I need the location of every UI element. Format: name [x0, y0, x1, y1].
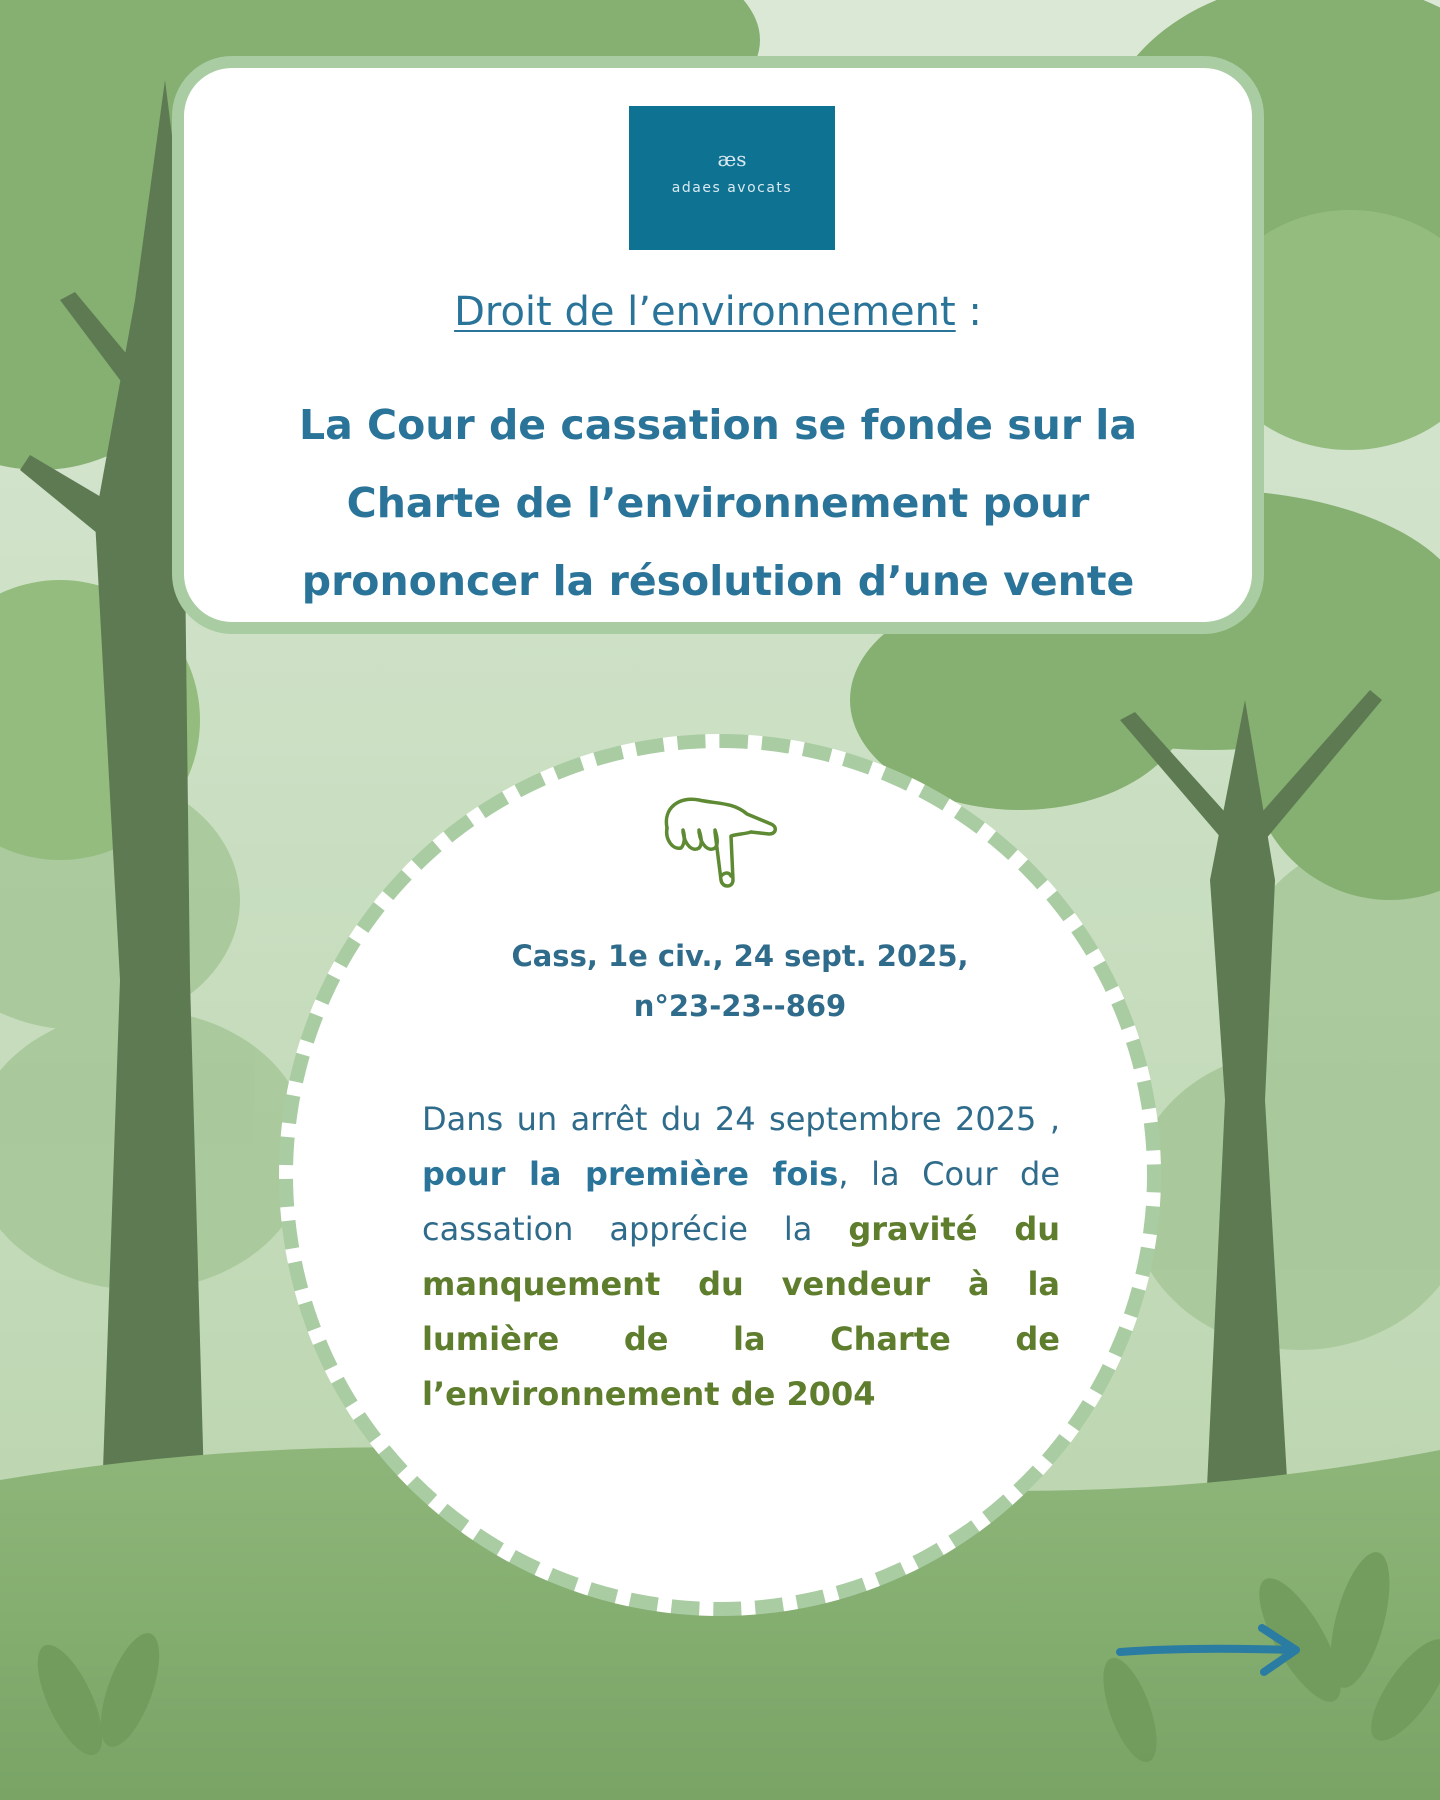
headline-line: Charte de l’environnement pour — [346, 479, 1090, 527]
headline — [234, 386, 1202, 620]
category-separator: : — [955, 289, 982, 335]
case-summary-text — [422, 1092, 1060, 1422]
logo-monogram: æs — [717, 147, 747, 171]
firm-logo — [629, 106, 835, 250]
body-segment: Dans un arrêt du 24 septembre 2025 , — [422, 1100, 1060, 1138]
logo-name: adaes avocats — [671, 180, 793, 196]
case-reference-line: Cass, 1e civ., 24 sept. 2025, — [511, 939, 969, 973]
arrow-right-icon[interactable] — [1112, 1622, 1304, 1678]
case-reference — [430, 931, 1050, 1031]
category-label: Droit de l’environnement — [454, 289, 956, 335]
category-heading — [184, 287, 1252, 337]
hand-pointing-down-icon — [659, 788, 781, 896]
body-segment-emphasis: pour la première fois — [422, 1155, 839, 1193]
headline-line: prononcer la résolution d’une vente — [301, 557, 1135, 605]
headline-line: La Cour de cassation se fonde sur la — [298, 401, 1138, 449]
header-card — [172, 56, 1264, 634]
body-segment: , la Cour de cassation apprécie la — [422, 1155, 1061, 1248]
body-segment-highlight: gravité du manquement du vendeur à la lumière de la Charte de l’environnement de 2004 — [422, 1210, 1061, 1413]
case-reference-line: n°23-23--869 — [633, 989, 847, 1023]
